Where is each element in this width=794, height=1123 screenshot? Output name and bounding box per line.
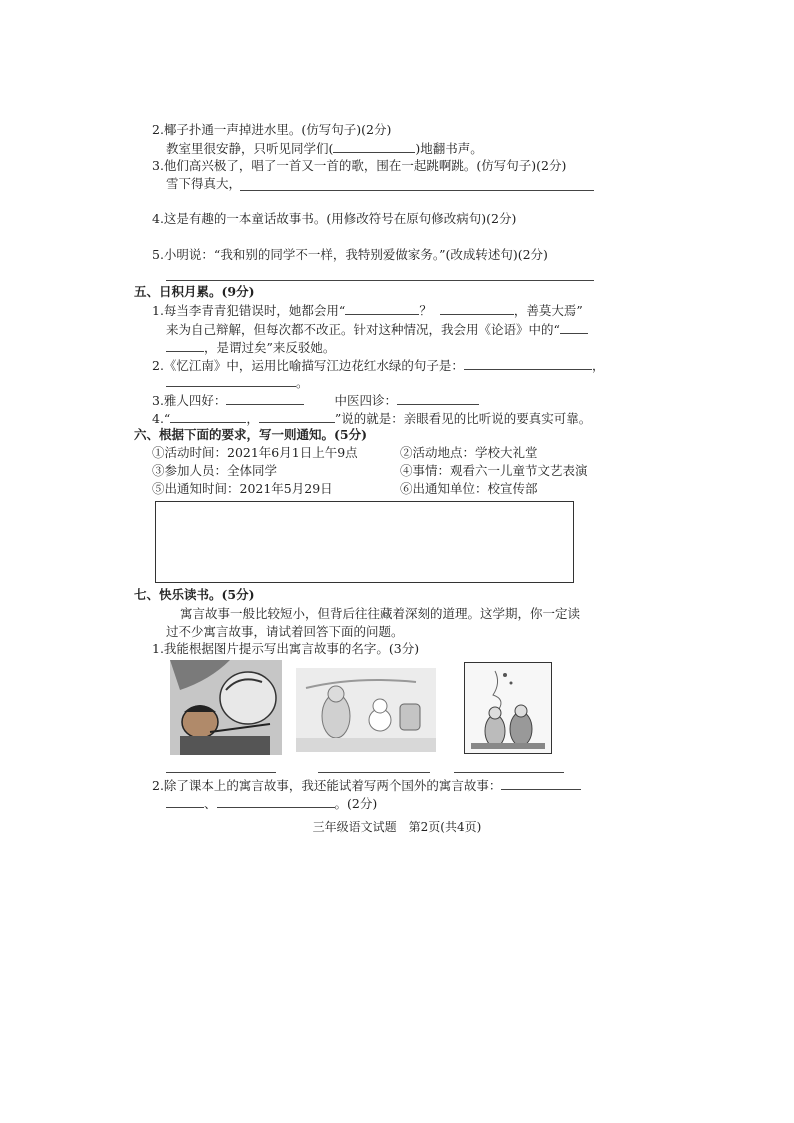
- q4-item5-answer-line[interactable]: [166, 280, 594, 281]
- q6-item-5: ⑤出通知时间：2021年5月29日: [152, 481, 333, 496]
- q5-item1-blank2[interactable]: [440, 302, 514, 315]
- q4-item3-sentence: 雪下得真大，: [166, 176, 242, 191]
- q7-item2-blank1[interactable]: [501, 777, 581, 790]
- q7-intro-line2: 过不少寓言故事，请试着回答下面的问题。: [166, 624, 404, 639]
- q4-item2-blank[interactable]: [333, 140, 415, 153]
- q7-intro-line1: 寓言故事一般比较短小，但背后往往藏着深刻的道理。这学期，你一定读: [180, 606, 581, 621]
- q4-item3-prompt: 3.他们高兴极了，唱了一首又一首的歌，围在一起跳啊跳。(仿写句子)(2分): [152, 158, 567, 173]
- q5-item2-blank2[interactable]: [166, 374, 296, 387]
- q6-item-4: ④事情：观看六一儿童节文艺表演: [400, 463, 588, 478]
- q6-title: 六、根据下面的要求，写一则通知。(5分): [134, 427, 368, 442]
- q5-title: 五、日积月累。(9分): [134, 284, 255, 299]
- q5-item2-line2: 。: [166, 374, 309, 391]
- fable-picture-3-art: [465, 663, 551, 753]
- fable-picture-2: [296, 668, 436, 752]
- q5-item1-blank4[interactable]: [166, 339, 204, 352]
- q5-item4-blank1[interactable]: [170, 410, 246, 423]
- q7-item2-blank2[interactable]: [166, 795, 204, 808]
- q5-item1-line1: 1.每当李青青犯错误时，她都会用“ ？ ，善莫大焉”: [152, 303, 583, 318]
- q6-item-2: ②活动地点：学校大礼堂: [400, 445, 538, 460]
- q5-item1-blank3[interactable]: [560, 321, 588, 334]
- q5-item3-blank1[interactable]: [226, 392, 304, 405]
- q4-item4-prompt: 4.这是有趣的一本童话故事书。(用修改符号在原句修改病句)(2分): [152, 211, 517, 226]
- q5-item1-line2: 来为自己辩解，但每次都不改正。针对这种情况，我会用《论语》中的“: [166, 321, 588, 338]
- picture-3-answer-line[interactable]: [454, 772, 564, 773]
- q6-item-6: ⑥出通知单位：校宣传部: [400, 481, 538, 496]
- q7-title: 七、快乐读书。(5分): [134, 587, 255, 602]
- fable-picture-2-art: [296, 668, 436, 752]
- q7-item2-line1: 2.除了课本上的寓言故事，我还能试着写两个国外的寓言故事：: [152, 777, 581, 794]
- q7-item2-line2: 、 。(2分): [166, 795, 377, 812]
- q6-item-3: ③参加人员：全体同学: [152, 463, 278, 478]
- q7-item1-prompt: 1.我能根据图片提示写出寓言故事的名字。(3分): [152, 641, 420, 656]
- q4-item2-sentence: 教室里很安静，只听见同学们( )地翻书声。: [166, 141, 483, 156]
- picture-1-answer-line[interactable]: [166, 772, 276, 773]
- q4-item2-prompt: 2.椰子扑通一声掉进水里。(仿写句子)(2分): [152, 122, 392, 137]
- fable-picture-1-art: [170, 660, 282, 755]
- q5-item4: 4.“ ， ”说的就是：亲眼看见的比听说的要真实可靠。: [152, 411, 592, 426]
- notice-answer-box[interactable]: [155, 501, 574, 583]
- fable-picture-3: [464, 662, 552, 754]
- q5-item3: 3.雅人四好： 中医四诊：: [152, 392, 479, 409]
- q5-item2-blank1[interactable]: [464, 357, 592, 370]
- q4-item5-prompt: 5.小明说：“我和别的同学不一样，我特别爱做家务。”(改成转述句)(2分): [152, 247, 548, 262]
- picture-2-answer-line[interactable]: [318, 772, 430, 773]
- q7-item2-blank3[interactable]: [217, 795, 335, 808]
- q5-item1-blank1[interactable]: [345, 302, 419, 315]
- q6-item-1: ①活动时间：2021年6月1日上午9点: [152, 445, 358, 460]
- q5-item2-line1: 2.《忆江南》中，运用比喻描写江边花红水绿的句子是： ，: [152, 358, 605, 373]
- fable-picture-1: [170, 660, 282, 755]
- q5-item3-blank2[interactable]: [397, 392, 479, 405]
- q4-item3-answer-line[interactable]: [240, 190, 594, 191]
- q5-item1-line3: ，是谓过矣”来反驳她。: [166, 339, 335, 356]
- q5-item4-blank2[interactable]: [259, 410, 335, 423]
- page-footer: 三年级语文试题 第2页(共4页): [312, 820, 482, 834]
